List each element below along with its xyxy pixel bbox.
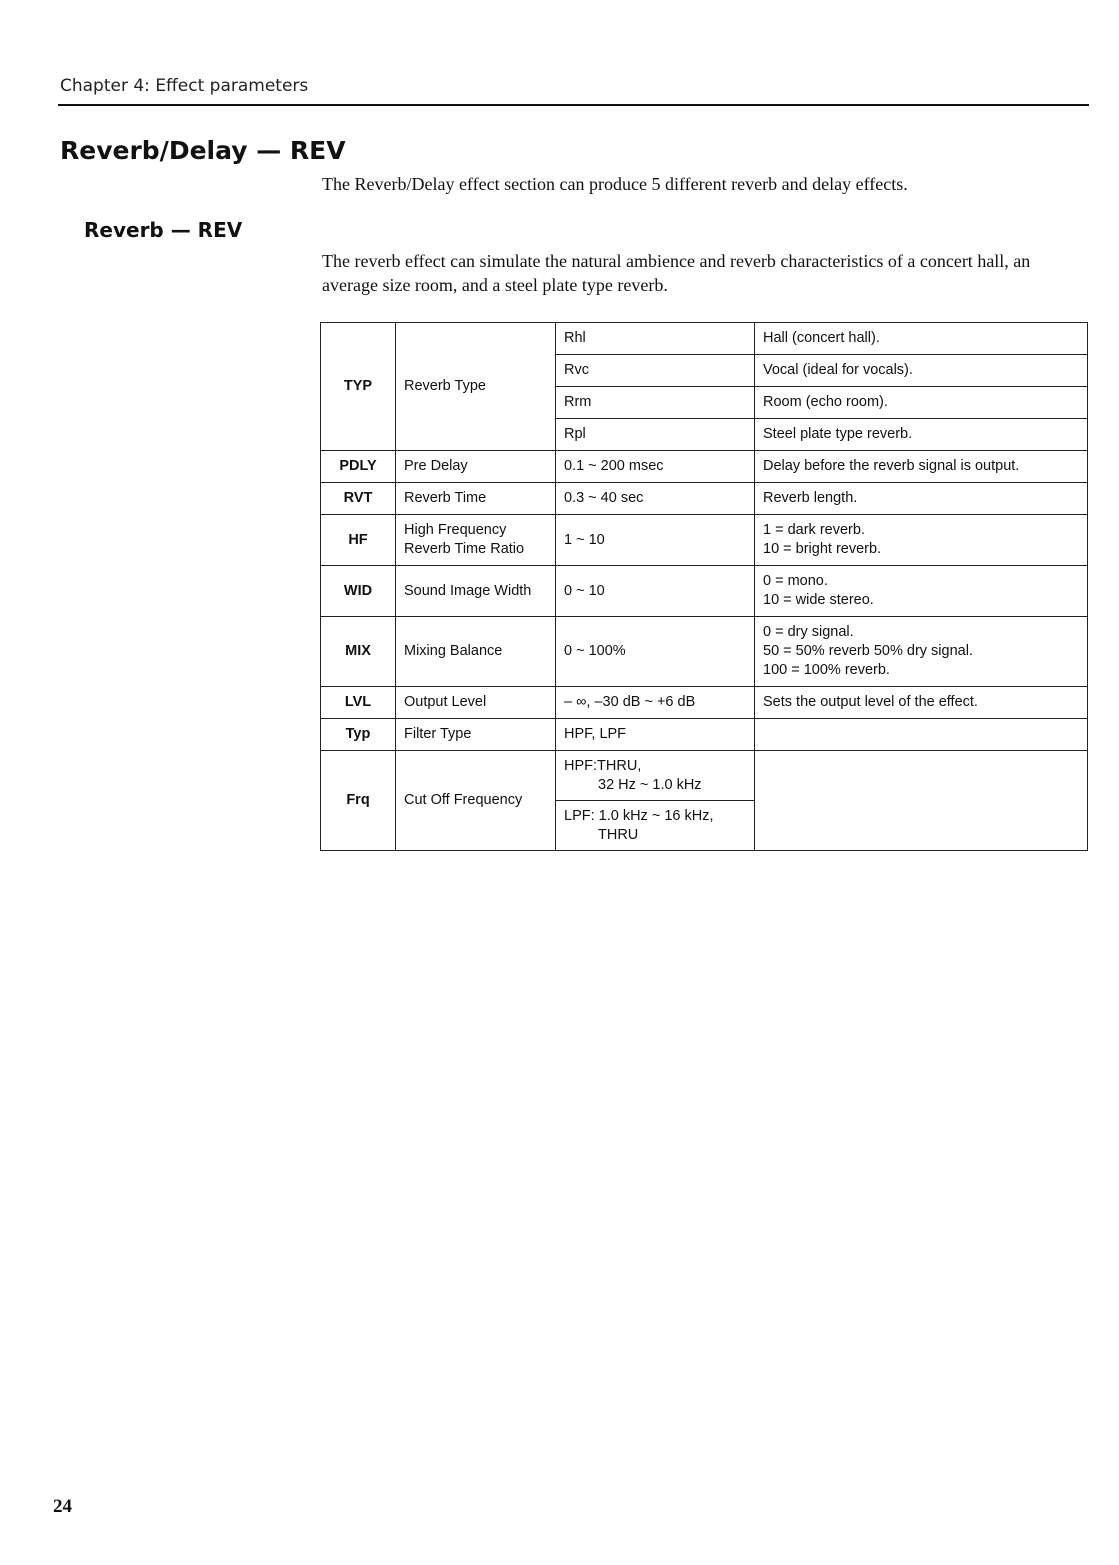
param-desc: Reverb length. bbox=[755, 483, 1088, 515]
param-value: Rvc bbox=[556, 355, 755, 387]
reverb-parameter-table bbox=[320, 322, 1088, 851]
param-desc-line: 1 = dark reverb. bbox=[763, 522, 865, 538]
param-desc-line: 10 = bright reverb. bbox=[763, 541, 882, 557]
param-name: Sound Image Width bbox=[396, 566, 556, 617]
param-range: 0 ~ 10 bbox=[556, 566, 755, 617]
param-name: Filter Type bbox=[396, 719, 556, 751]
param-name-line: Reverb Time Ratio bbox=[404, 541, 525, 557]
table-row-pdly bbox=[321, 451, 1088, 483]
param-abbr: Typ bbox=[321, 719, 396, 751]
param-desc: Room (echo room). bbox=[755, 387, 1088, 419]
param-desc bbox=[755, 566, 1088, 617]
param-desc-line: 100 = 100% reverb. bbox=[763, 662, 890, 678]
param-desc bbox=[755, 617, 1088, 687]
section-intro: The Reverb/Delay effect section can produce 5 different reverb and delay effects. bbox=[322, 174, 908, 194]
param-desc bbox=[755, 751, 1088, 851]
table-row-hf bbox=[321, 515, 1088, 566]
param-desc: Vocal (ideal for vocals). bbox=[755, 355, 1088, 387]
param-abbr: WID bbox=[321, 566, 396, 617]
header-rule bbox=[58, 104, 1089, 106]
param-name: Pre Delay bbox=[396, 451, 556, 483]
param-range-line: HPF:THRU, bbox=[564, 757, 642, 774]
param-value: Rrm bbox=[556, 387, 755, 419]
param-abbr: PDLY bbox=[321, 451, 396, 483]
subsection-description: The reverb effect can simulate the natural ambience and reverb characteristics of a concert hall, an average size room, and a steel plate type reverb. bbox=[322, 251, 1031, 295]
table-row-filter-typ bbox=[321, 719, 1088, 751]
param-desc: Sets the output level of the effect. bbox=[755, 687, 1088, 719]
param-range: 1 ~ 10 bbox=[556, 515, 755, 566]
param-range: 0.1 ~ 200 msec bbox=[556, 451, 755, 483]
param-desc-line: 0 = dry signal. bbox=[763, 624, 854, 640]
chapter-heading: Chapter 4: Effect parameters bbox=[60, 76, 309, 96]
table-row-frq-hpf bbox=[321, 751, 1088, 801]
table-row-mix bbox=[321, 617, 1088, 687]
param-desc-line: 50 = 50% reverb 50% dry signal. bbox=[763, 643, 973, 659]
param-desc-line: 10 = wide stereo. bbox=[763, 592, 874, 608]
param-desc-line: 0 = mono. bbox=[763, 573, 828, 589]
subsection-title: Reverb — REV bbox=[84, 218, 243, 242]
table-row-rvt bbox=[321, 483, 1088, 515]
table-row-typ bbox=[321, 323, 1088, 355]
param-name-line: High Frequency bbox=[404, 522, 507, 538]
param-range: – ∞, –30 dB ~ +6 dB bbox=[556, 687, 755, 719]
param-abbr: HF bbox=[321, 515, 396, 566]
param-desc: Steel plate type reverb. bbox=[755, 419, 1088, 451]
param-range: HPF, LPF bbox=[556, 719, 755, 751]
param-name: Reverb Type bbox=[396, 323, 556, 451]
param-desc bbox=[755, 719, 1088, 751]
param-name bbox=[396, 515, 556, 566]
param-desc: Hall (concert hall). bbox=[755, 323, 1088, 355]
param-range: 0 ~ 100% bbox=[556, 617, 755, 687]
param-range: 0.3 ~ 40 sec bbox=[556, 483, 755, 515]
table-row-wid bbox=[321, 566, 1088, 617]
page-number: 24 bbox=[53, 1496, 72, 1517]
param-desc: Delay before the reverb signal is output. bbox=[755, 451, 1088, 483]
param-abbr: MIX bbox=[321, 617, 396, 687]
param-range-line: LPF: 1.0 kHz ~ 16 kHz, bbox=[564, 807, 714, 824]
param-abbr: TYP bbox=[321, 323, 396, 451]
param-name: Mixing Balance bbox=[396, 617, 556, 687]
param-range-hpf bbox=[556, 751, 755, 801]
param-range-lpf bbox=[556, 801, 755, 851]
param-abbr: LVL bbox=[321, 687, 396, 719]
section-title: Reverb/Delay — REV bbox=[60, 136, 346, 165]
param-value: Rpl bbox=[556, 419, 755, 451]
param-range-line: THRU bbox=[598, 826, 639, 843]
param-abbr: Frq bbox=[321, 751, 396, 851]
param-name: Cut Off Frequency bbox=[396, 751, 556, 851]
param-desc bbox=[755, 515, 1088, 566]
param-abbr: RVT bbox=[321, 483, 396, 515]
param-value: Rhl bbox=[556, 323, 755, 355]
table-row-lvl bbox=[321, 687, 1088, 719]
param-range-line: 32 Hz ~ 1.0 kHz bbox=[598, 776, 702, 793]
param-name: Output Level bbox=[396, 687, 556, 719]
param-name: Reverb Time bbox=[396, 483, 556, 515]
